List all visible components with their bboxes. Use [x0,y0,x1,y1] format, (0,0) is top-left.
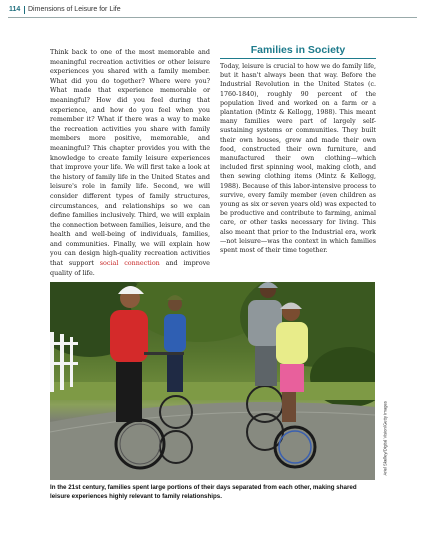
intro-text-end: and improve quality of life. [50,259,210,277]
social-connection-link[interactable]: social connection [99,259,160,268]
page-number: 114 [9,6,21,13]
running-head: Dimensions of Leisure for Life [28,6,121,13]
families-in-society-sidebar [220,44,376,255]
grass [50,382,375,400]
header-rule [8,17,417,18]
sidebar-rule [220,58,376,59]
photo-credit [379,395,389,475]
sidebar-body: Today, leisure is crucial to how we do family life, but it hasn't always been that way. Before the Industrial Revolution in the United States (c. 1760-1840), roughly 90 percent of the population lived and worked on a farm or a plantation (Mintz & Kellogg, 1988). This meant many families were part of largely self-sustaining systems or communities. They built their own houses, grew and made their own food, constructed their own furniture, and manufactured their own clothing—which included first spinning wool, making cloth, and then sewing clothing items (Mintz & Kellogg, 1988). Because of this labor-intensive process to survive, every family member (even children as young as six or seven years old) was expected to be productive and contribute to farming, animal care, or other tasks necessary for living. This also meant that prior to the Industrial era, work—not leisure—was the context in which families spent most of their time together. [220,63,376,255]
family-cycling-illustration [50,282,375,480]
sidebar-title: Families in Society [250,44,346,56]
intro-paragraph [50,48,210,278]
family-cycling-photo [50,282,375,480]
intro-text: Think back to one of the most memorable and meaningful recreation activities or other leisure experiences you shared with a family member. What did you do together? Where were you? What made that experience memorable or meaningful? How did you feel during that experience, and how do you feel when you remember it? What if there was a way to make the recreation activities you share with family members more positive, memorable, and meaningful? This chapter provides you with the knowledge to create family leisure experiences that improve your life. We will first take a look at the history of family life in the United States and leisure's role in family life. Second, we will consider different types of family structures, circumstances, and relationships so we can define families inclusively. Third, we will explain the connection between families, leisure, and the health and well-being of individuals, families, and communities. Finally, we will explain how you can design high-quality recreation activities that support [50,48,210,268]
photo-credit-text: Ariel Skelley/Digital Vision/Getty Images [382,401,388,476]
figure-caption: In the 21st century, families spent large portions of their days separated from each other, making shared leisure experiences highly relevant to family relationships. [50,484,357,500]
header-divider [24,6,25,14]
page-header [0,0,425,20]
